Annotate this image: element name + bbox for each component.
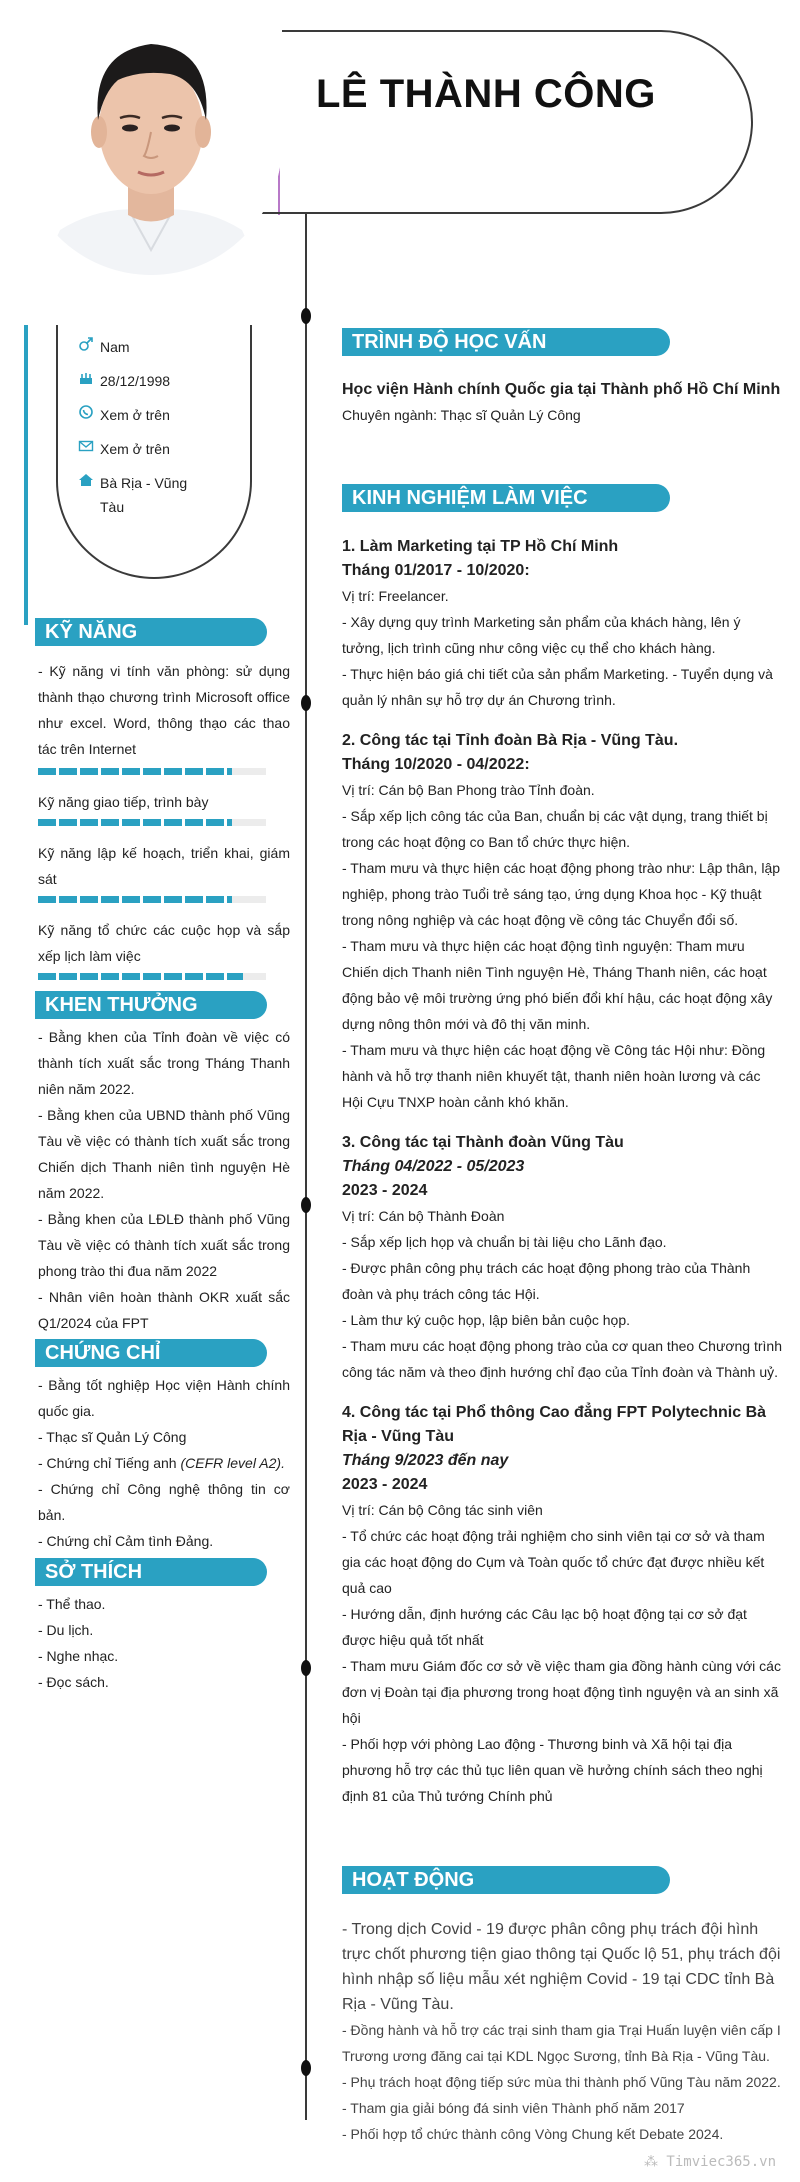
watermark: ⁂ Timviec365.vn [643,2154,776,2170]
activities-list [342,1917,782,2147]
skill-bar-fill [38,768,232,775]
profile-photo [20,0,282,275]
skills-heading: KỸ NĂNG [35,618,267,646]
birthday-cake-icon [78,370,94,386]
hobbies-heading: SỞ THÍCH [35,1558,267,1586]
skill-bar-fill [38,973,243,980]
education-heading: TRÌNH ĐỘ HỌC VẤN [342,328,670,356]
skill-bar-fill [38,819,232,826]
certificate-item: - Bằng tốt nghiệp Học viện Hành chính quốc gia. [38,1377,290,1419]
contact-birthday: 28/12/1998 [78,369,170,393]
award-item: - Bằng khen của UBND thành phố Vũng Tàu về việc có thành tích xuất sắc trong Chiến dịch Thanh niên tình nguyện Hè năm 2022. [38,1107,290,1201]
name-banner [253,30,753,214]
timeline-line [305,212,307,2120]
activity-item: - Phối hợp tổ chức thành công Vòng Chung kết Debate 2024. [342,2126,724,2142]
phone-icon [78,404,94,420]
hobby-item: - Đọc sách. [38,1674,109,1690]
contact-email: Xem ở trên [78,437,170,461]
activity-item: - Tham gia giải bóng đá sinh viên Thành phố năm 2017 [342,2100,685,2116]
timeline-dot [301,695,311,711]
left-accent-line [24,325,28,625]
contact-phone: Xem ở trên [78,403,170,427]
awards-heading: KHEN THƯỞNG [35,991,267,1019]
timeline-dot [301,308,311,324]
skill-bar [38,973,266,980]
job-entry: 2. Công tác tại Tỉnh đoàn Bà Rịa - Vũng Tàu. Tháng 10/2020 - 04/2022: Vị trí: Cán bộ Ban Phong trào Tỉnh đoàn. - Sắp xếp lịch công tác của Ban, chuẩn bị các vật dụng, trang thiết bị trong các hoạt động co Ban tổ chức thực hiện. - Tham mưu và thực hiện các hoạt động phong trào như: Lập thân, lập nghiệp, phong trào Tuổi trẻ sáng tạo, ứng dụng Khoa học - Kỹ thuật trong nông nghiệp và các hoạt động về công tác Chuyển đổi số. - Tham mưu và thực hiện các hoạt động tình nguyện: Tham mưu Chiến dịch Thanh niên Tình nguyện Hè, Tháng Thanh niên, các hoạt động bảo vệ môi trường ứng phó biến đổi khí hậu, các hoạt động xây dựng nông thôn mới và đô thị văn minh. - Tham mưu và thực hiện các hoạt động về Công tác Hội như: Đồng hành và hỗ trợ thanh niên khuyết tật, thanh niên hoàn lương và các Hội Cựu TNXP hoàn cảnh khó khăn. [342,732,781,1110]
candidate-name: LÊ THÀNH CÔNG [316,72,656,116]
experience-heading: KINH NGHIỆM LÀM VIỆC [342,484,670,512]
skill-bar [38,819,266,826]
contact-gender: Nam [78,335,130,359]
skill-bar-fill [38,896,232,903]
timeline-dot [301,2060,311,2076]
education-school: Học viện Hành chính Quốc gia tại Thành phố Hồ Chí Minh [342,381,781,398]
skill-label: Kỹ năng giao tiếp, trình bày [38,794,209,810]
award-item: - Nhân viên hoàn thành OKR xuất sắc Q1/2024 của FPT [38,1289,290,1331]
experience-list [342,535,782,1809]
email-icon [78,438,94,454]
education-major: Chuyên ngành: Thạc sĩ Quản Lý Công [342,407,581,423]
skill-bar [38,768,266,775]
skill-label: Kỹ năng lập kế hoạch, triển khai, giám sát [38,845,290,887]
skill-bar [38,896,266,903]
job-entry: 3. Công tác tại Thành đoàn Vũng Tàu Tháng 04/2022 - 05/2023 2023 - 2024 Vị trí: Cán bộ Thành Đoàn - Sắp xếp lịch họp và chuẩn bị tài liệu cho Lãnh đạo. - Được phân công phụ trách các hoạt động phong trào của Thành đoàn và phụ trách công tác Hội. - Làm thư ký cuộc họp, lập biên bản cuộc họp. - Tham mưu các hoạt động phong trào của cơ quan theo Chương trình công tác năm và theo định hướng chỉ đạo của Tỉnh đoàn và Thành uỷ. [342,1134,782,1380]
portrait-image [20,0,282,275]
job-entry: 4. Công tác tại Phổ thông Cao đẳng FPT Polytechnic Bà Rịa - Vũng Tàu Tháng 9/2023 đến nay 2023 - 2024 Vị trí: Cán bộ Công tác sinh viên - Tổ chức các hoạt động trải nghiệm cho sinh viên tại cơ sở và tham gia các hoạt động do Cụm và Toàn quốc tổ chức đạt được nhiều kết quả cao - Hướng dẫn, định hướng các Câu lạc bộ hoạt động tại cơ sở đạt được hiệu quả tốt nhất - Tham mưu Giám đốc cơ sở về việc tham gia đồng hành cùng với các đơn vị Đoàn tại địa phương trong hoạt động tình nguyện và an sinh xã hội - Phối hợp với phòng Lao động - Thương binh và Xã hội tại địa phương hỗ trợ các thủ tục liên quan về hưởng chính sách theo nghị định 81 của Thủ tướng Chính phủ [342,1404,781,1804]
award-item: - Bằng khen của Tỉnh đoàn về việc có thành tích xuất sắc trong Tháng Thanh niên năm 2022. [38,1029,290,1097]
hobbies-list [38,1591,290,1695]
activity-item: - Đồng hành và hỗ trợ các trại sinh tham gia Trại Huấn luyện viên cấp I Trương ương đăng cai tại KDL Ngọc Sương, tỉnh Bà Rịa - Vũng Tàu. [342,2022,781,2064]
skill-label: Kỹ năng tổ chức các cuộc họp và sắp xếp lịch làm việc [38,922,290,964]
home-icon [78,472,94,488]
timeline-dot [301,1197,311,1213]
awards-list [38,1024,290,1336]
certificates-heading: CHỨNG CHỈ [35,1339,267,1367]
contact-panel [56,325,252,579]
timeline-dot [301,1660,311,1676]
award-item: - Bằng khen của LĐLĐ thành phố Vũng Tàu về việc có thành tích xuất sắc trong phong trào thi đua năm 2022 [38,1211,290,1279]
hobby-item: - Nghe nhạc. [38,1648,119,1664]
skills-list [38,658,290,980]
skill-label: - Kỹ năng vi tính văn phòng: sử dụng thành thạo chương trình Microsoft office như excel. Word, thông thạo các thao tác trên Internet [38,663,290,757]
activity-item: - Phụ trách hoạt động tiếp sức mùa thi thành phố Vũng Tàu năm 2022. [342,2074,781,2090]
activity-item: - Trong dịch Covid - 19 được phân công phụ trách đội hình trực chốt phương tiện giao thông tại Quốc lộ 51, phụ trách đội hình nhập số liệu mẫu xét nghiệm Covid - 19 tại CDC tỉnh Bà Rịa - Vũng Tàu. [342,1921,781,2013]
certificate-item: - Thạc sĩ Quản Lý Công [38,1429,187,1445]
job-entry: 1. Làm Marketing tại TP Hồ Chí Minh Tháng 01/2017 - 10/2020: Vị trí: Freelancer. - Xây dựng quy trình Marketing sản phẩm của khách hàng, lên ý tưởng, lịch trình cũng như công việc cụ thể cho khách hàng. - Thực hiện báo giá chi tiết của sản phẩm Marketing. - Tuyển dụng và quản lý nhân sự hỗ trợ dự án Chương trình. [342,538,773,708]
hobby-item: - Du lịch. [38,1622,94,1638]
certificate-item: - Chứng chỉ Cảm tình Đảng. [38,1533,214,1549]
hobby-item: - Thể thao. [38,1596,106,1612]
gender-icon [78,336,94,352]
certificate-item: - Chứng chỉ Tiếng anh (CEFR level A2). [38,1455,285,1471]
certificate-item: - Chứng chỉ Công nghệ thông tin cơ bản. [38,1481,290,1523]
certificates-list [38,1372,290,1554]
contact-address: Bà Rịa - Vũng Tàu [78,471,198,519]
watermark-logo-icon: ⁂ [643,2154,667,2170]
education-block [342,378,782,428]
activities-heading: HOẠT ĐỘNG [342,1866,670,1894]
